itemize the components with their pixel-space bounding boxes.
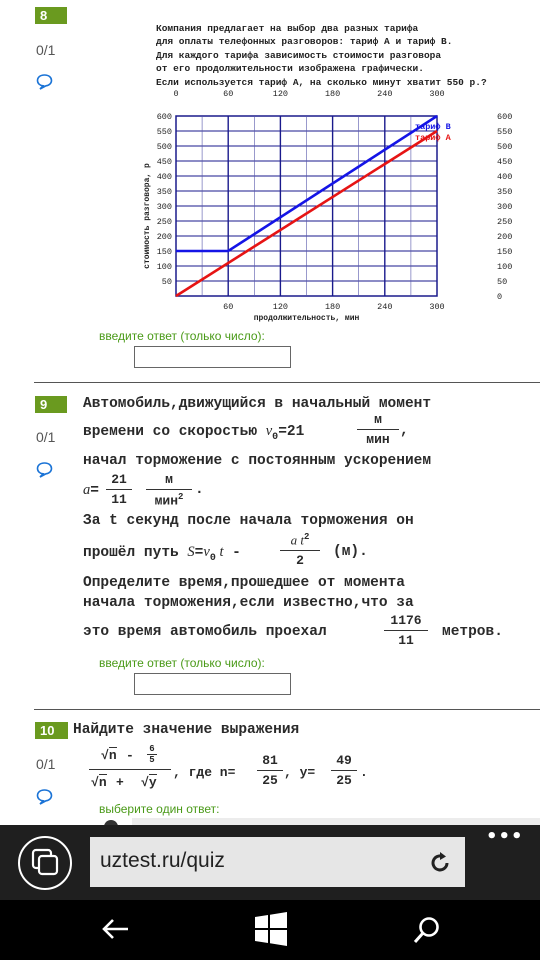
y-tick-label-right: 400 xyxy=(497,172,513,182)
more-menu-button[interactable]: ••• xyxy=(486,826,524,847)
y-tick-label-right: 200 xyxy=(497,232,513,242)
question-score: 0/1 xyxy=(36,429,56,445)
y-tick-label-left: 200 xyxy=(156,232,172,242)
question-text-line: метров. xyxy=(442,624,503,640)
expression-fraction: √n - 6 5 √n + √y xyxy=(89,744,171,794)
unit-label: (м). xyxy=(333,544,368,560)
question-text-line: За t секунд после начала торможения он xyxy=(83,513,414,529)
x-tick-label-bottom: 240 xyxy=(377,302,393,312)
where-label: , где n= xyxy=(173,765,236,780)
search-icon[interactable] xyxy=(412,915,442,945)
question-number-badge: 10 xyxy=(35,722,68,739)
divider xyxy=(34,382,540,383)
question-score: 0/1 xyxy=(36,42,56,58)
formula-a: a= xyxy=(83,482,99,499)
question-text-line: Автомобиль,движущийся в начальный момент xyxy=(83,396,432,412)
question-text-line: для оплаты телефонных разговоров: тариф А и тариф В. xyxy=(156,36,453,47)
fraction-n: 81 25 xyxy=(257,753,283,788)
fraction-formula: a $t^2$ 2 xyxy=(280,532,320,568)
y-tick-label-left: 300 xyxy=(156,202,172,212)
question-number-badge: 9 xyxy=(35,396,67,413)
question-text-line: Для каждого тарифа зависимость стоимости разговора xyxy=(156,49,442,61)
tabs-button[interactable] xyxy=(18,836,72,890)
fraction-a-value: 21 11 xyxy=(106,472,132,507)
fraction-distance: 1176 11 xyxy=(384,613,428,648)
y-tick-label-right: 450 xyxy=(497,157,513,167)
y-tick-label-left: 400 xyxy=(156,172,172,182)
series-label: тариф А xyxy=(415,133,451,143)
series-label: тариф В xyxy=(415,122,451,132)
windows-start-icon[interactable] xyxy=(254,912,288,946)
comment-icon[interactable] xyxy=(36,461,53,478)
comment-icon[interactable] xyxy=(36,73,53,90)
question-text-line: прошёл путь $S=v_0$ t - xyxy=(83,544,241,564)
tariff-chart xyxy=(130,84,530,330)
y-tick-label-right: 300 xyxy=(497,202,513,212)
x-tick-label-bottom: 180 xyxy=(324,302,341,312)
y-tick-label-right: 50 xyxy=(497,277,508,287)
y-tick-label-left: 500 xyxy=(156,142,172,152)
y-tick-label-left: 50 xyxy=(161,277,172,287)
y-tick-label-right: 150 xyxy=(497,247,513,257)
y-tick-label-right: 550 xyxy=(497,127,513,137)
y-label: , y= xyxy=(284,765,316,780)
refresh-icon[interactable] xyxy=(427,850,453,876)
x-tick-label-top: 0 xyxy=(173,89,179,99)
answer-hint: введите ответ (только число): xyxy=(99,329,265,343)
y-tick-label-left: 550 xyxy=(156,127,172,137)
x-tick-label-bottom: 120 xyxy=(272,302,289,312)
y-tick-label-right: 500 xyxy=(497,142,513,152)
fraction-unit: м мин$^2$ xyxy=(146,472,192,508)
fraction-y: 49 25 xyxy=(331,753,357,788)
x-tick-label-bottom: 300 xyxy=(429,302,445,312)
question-text-line: Если используется тариф А, на сколько минут хватит 550 р.? xyxy=(156,76,487,88)
question-number-badge: 8 xyxy=(35,7,67,24)
question-title: Найдите значение выражения xyxy=(73,722,300,738)
dot: . xyxy=(360,765,368,780)
question-text-line: это время автомобиль проехал xyxy=(83,624,327,640)
y-tick-label-left: 150 xyxy=(156,247,172,257)
x-tick-label-top: 120 xyxy=(272,89,289,99)
question-text-line: времени со скоростью $v_0=21$ xyxy=(83,423,305,443)
y-tick-label-left: 600 xyxy=(156,112,172,122)
y-tick-label-right: 600 xyxy=(497,112,513,122)
question-score: 0/1 xyxy=(36,756,56,772)
question-text-line: Компания предлагает на выбор два разных тарифа xyxy=(156,22,419,34)
answer-input[interactable] xyxy=(134,346,291,368)
fraction-unit: м мин xyxy=(357,412,399,447)
y-tick-label-left: 450 xyxy=(156,157,172,167)
y-tick-label-left: 350 xyxy=(156,187,172,197)
question-text-line: от его продолжительности изображена графически. xyxy=(156,63,424,74)
y-tick-label-right: 100 xyxy=(497,262,513,272)
url-field[interactable] xyxy=(90,837,465,887)
y-tick-label-left: 250 xyxy=(156,217,172,227)
url-text: uztest.ru/quiz xyxy=(100,849,225,872)
question-text-line: начал торможение с постоянным ускорением xyxy=(83,453,432,469)
comma: , xyxy=(400,423,409,439)
x-tick-label-top: 300 xyxy=(429,89,445,99)
tabs-icon xyxy=(20,838,70,888)
y-axis-label: стоимость разговора, р xyxy=(143,163,152,269)
answer-hint: выберите один ответ: xyxy=(99,802,220,816)
y-tick-label-right: 0 xyxy=(497,292,503,302)
x-axis-label: продолжительность, мин xyxy=(253,314,360,323)
x-tick-label-top: 240 xyxy=(377,89,393,99)
answer-input[interactable] xyxy=(134,673,291,695)
x-tick-label-top: 60 xyxy=(223,89,234,99)
y-tick-label-right: 350 xyxy=(497,187,513,197)
back-arrow-icon[interactable] xyxy=(100,915,130,943)
y-tick-label-right: 250 xyxy=(497,217,513,227)
question-text-line: начала торможения,если известно,что за xyxy=(83,595,414,611)
dot: . xyxy=(195,482,204,498)
divider xyxy=(34,709,540,710)
y-tick-label-left: 100 xyxy=(156,262,172,272)
answer-hint: введите ответ (только число): xyxy=(99,656,265,670)
x-tick-label-bottom: 60 xyxy=(223,302,234,312)
comment-icon[interactable] xyxy=(36,788,53,805)
x-tick-label-top: 180 xyxy=(324,89,341,99)
question-text-line: Определите время,прошедшее от момента xyxy=(83,575,405,591)
